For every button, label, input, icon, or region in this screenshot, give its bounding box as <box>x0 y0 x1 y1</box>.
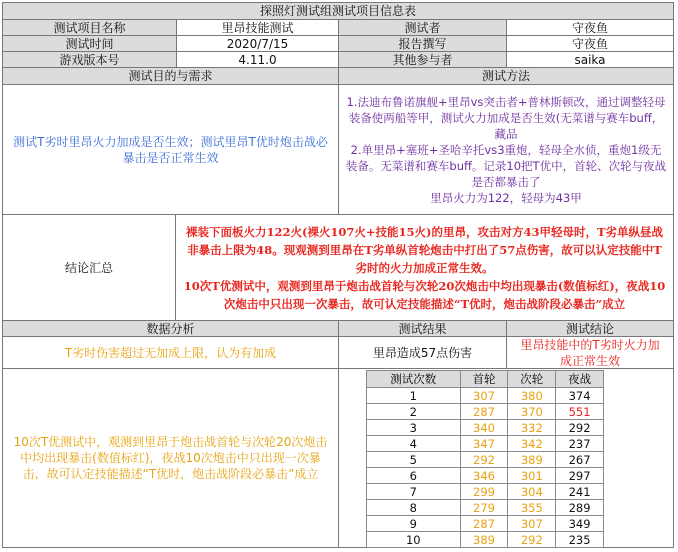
night-cell: 289 <box>556 500 604 516</box>
other-participants-value: saika <box>506 51 674 68</box>
summary-paragraph-1: 裸装下面板火力122火(裸火107火+技能15火)的里昂，攻击对方43甲轻母时，T劣单纵昼战非暴击上限为48。现观测到里昂在T劣单纵首轮炮击中打出了57点伤害，故可以认定技能中T劣时的火力加成正常生效。 <box>185 224 664 275</box>
analysis-firepower: T劣时伤害超过无加成上限，认为有加成 <box>2 336 339 369</box>
first-round-cell: 347 <box>460 436 508 452</box>
first-round-cell: 279 <box>460 500 508 516</box>
table-row <box>367 516 604 532</box>
table-row <box>367 468 604 484</box>
round-cell: 3 <box>367 420 461 436</box>
report-author-label: 报告撰写 <box>338 35 507 52</box>
second-round-cell: 342 <box>508 436 556 452</box>
first-round-cell: 346 <box>460 468 508 484</box>
first-round-cell: 389 <box>460 532 508 548</box>
round-cell: 7 <box>367 484 461 500</box>
table-row <box>367 500 604 516</box>
table-row <box>367 532 604 548</box>
night-cell: 237 <box>556 436 604 452</box>
summary-paragraph-2: 10次T优测试中，观测到里昂于炮击战首轮与次轮20次炮击中均出现暴击(数值标红)，夜战10次炮击中只出现一次暴击，故可认定技能描述“T优时，炮击战阶段必暴击”成立 <box>183 278 666 311</box>
round-cell: 4 <box>367 436 461 452</box>
first-round-cell: 287 <box>460 404 508 420</box>
second-round-cell: 332 <box>508 420 556 436</box>
tester-value: 守夜鱼 <box>506 19 674 36</box>
table-row <box>367 484 604 500</box>
table-row <box>367 404 604 420</box>
crit-data-table <box>366 370 604 548</box>
method-step-1: 1.法迪布鲁诺旗舰+里昂vs突击者+普林斯顿改，通过调整轻母装备使两船等甲，测试火力加成是否生效(无菜谱与赛车buff，藏品 <box>346 94 666 141</box>
first-round-cell: 340 <box>460 420 508 436</box>
project-name-value: 里昂技能测试 <box>176 19 339 36</box>
first-round-cell: 299 <box>460 484 508 500</box>
second-round-cell: 380 <box>508 388 556 404</box>
conclusion-summary <box>175 214 674 321</box>
second-round-cell: 301 <box>508 468 556 484</box>
other-participants-label: 其他参与者 <box>338 51 507 68</box>
second-round-cell: 304 <box>508 484 556 500</box>
night-cell: 241 <box>556 484 604 500</box>
second-round-cell: 389 <box>508 452 556 468</box>
col-header-round: 测试次数 <box>367 371 461 388</box>
analysis-header: 数据分析 <box>2 320 339 337</box>
sheet-title: 探照灯测试组测试项目信息表 <box>2 2 674 20</box>
night-cell: 374 <box>556 388 604 404</box>
analysis-crit: 10次T优测试中，观测到里昂于炮击战首轮与次轮20次炮击中均出现暴击(数值标红)，夜战10次炮击中只出现一次暴击，故可认定技能描述“T优时，炮击战阶段必暴击”成立 <box>2 368 339 548</box>
test-time-label: 测试时间 <box>2 35 177 52</box>
night-cell: 235 <box>556 532 604 548</box>
night-cell: 349 <box>556 516 604 532</box>
second-round-cell: 355 <box>508 500 556 516</box>
conclusion-firepower: 里昂技能中的T劣时火力加成正常生效 <box>506 336 674 369</box>
test-time-value: 2020/7/15 <box>176 35 339 52</box>
method-header: 测试方法 <box>338 67 674 85</box>
conclusion-header: 测试结论 <box>506 320 674 337</box>
round-cell: 8 <box>367 500 461 516</box>
round-cell: 5 <box>367 452 461 468</box>
project-name-label: 测试项目名称 <box>2 19 177 36</box>
col-header-night: 夜战 <box>556 371 604 388</box>
method-step-2: 2.单里昂+塞班+圣哈辛托vs3重炮，轻母全水侦，重炮1级无装备。无菜谱和赛车buff。记录10把T优中，首轮、次轮与夜战是否都暴击了 <box>345 142 667 189</box>
night-cell: 551 <box>556 404 604 420</box>
method-note: 里昂火力为122，轻母为43甲 <box>430 190 582 205</box>
test-method <box>338 84 674 215</box>
second-round-cell: 307 <box>508 516 556 532</box>
test-purpose: 测试T劣时里昂火力加成是否生效；测试里昂T优时炮击战必暴击是否正常生效 <box>2 84 339 215</box>
table-row <box>367 388 604 404</box>
table-row <box>367 436 604 452</box>
game-version-value: 4.11.0 <box>176 51 339 68</box>
second-round-cell: 370 <box>508 404 556 420</box>
crit-table-header-row <box>367 371 604 388</box>
round-cell: 9 <box>367 516 461 532</box>
table-row <box>367 452 604 468</box>
night-cell: 297 <box>556 468 604 484</box>
result-header: 测试结果 <box>338 320 507 337</box>
night-cell: 292 <box>556 420 604 436</box>
round-cell: 10 <box>367 532 461 548</box>
summary-label: 结论汇总 <box>2 214 176 321</box>
purpose-header: 测试目的与需求 <box>2 67 339 85</box>
round-cell: 1 <box>367 388 461 404</box>
first-round-cell: 287 <box>460 516 508 532</box>
tester-label: 测试者 <box>338 19 507 36</box>
col-header-first: 首轮 <box>460 371 508 388</box>
second-round-cell: 292 <box>508 532 556 548</box>
result-damage: 里昂造成57点伤害 <box>338 336 507 369</box>
round-cell: 2 <box>367 404 461 420</box>
round-cell: 6 <box>367 468 461 484</box>
col-header-second: 次轮 <box>508 371 556 388</box>
table-row <box>367 420 604 436</box>
first-round-cell: 292 <box>460 452 508 468</box>
night-cell: 267 <box>556 452 604 468</box>
first-round-cell: 307 <box>460 388 508 404</box>
game-version-label: 游戏版本号 <box>2 51 177 68</box>
report-author-value: 守夜鱼 <box>506 35 674 52</box>
